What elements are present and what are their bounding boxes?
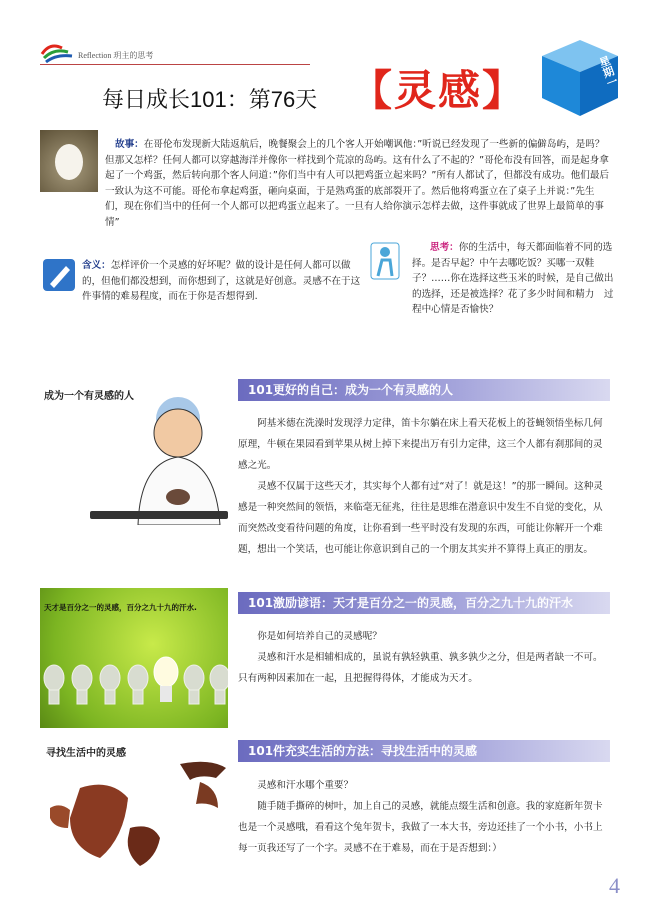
lightbulb-image bbox=[40, 588, 228, 728]
story-block bbox=[105, 137, 610, 230]
section2-paragraph: 你是如何培养自己的灵感呢？ bbox=[257, 631, 382, 642]
weekday-label: 星期一 bbox=[596, 54, 620, 90]
meaning-label: 含义： bbox=[82, 260, 111, 271]
section1-body bbox=[238, 413, 612, 560]
desk-shape bbox=[90, 511, 228, 519]
pencil-icon bbox=[42, 258, 76, 292]
thinker-icon bbox=[370, 242, 400, 280]
page-number: 4 bbox=[609, 873, 620, 898]
think-text: 你的生活中，每天都面临着不同的选择。是否早起？中午去哪吃饭？买哪一双鞋子？……你在选择这些玉米的时候，是自己做出的选择，还是被选择？花了多少时间和精力 过程中心情是否愉快？ bbox=[412, 242, 614, 315]
leaf-card-image bbox=[40, 738, 230, 888]
header-divider bbox=[40, 64, 310, 65]
leaf-card-caption: 寻找生活中的灵感 bbox=[46, 748, 126, 759]
story-label: 故事： bbox=[115, 139, 144, 150]
section2-paragraph: 灵感和汗水是相辅相成的，虽说有孰轻孰重、孰多孰少之分，但是两者缺一不可。只有两种因素加在一起，且把握得得体，才能成为天才。 bbox=[238, 652, 603, 684]
section3-paragraph: 灵感和汗水哪个重要？ bbox=[257, 780, 354, 791]
story-text: 在哥伦布发现新大陆返航后，晚餐聚会上的几个客人开始嘲讽他：”听说已经发现了一些新的偏僻岛屿，是吗？但那又怎样？任何人都可以穿越海洋并像你一样找到个荒凉的岛屿。这有什么了不起的？”哥伦布没有回答，而是起身拿起了一个鸡蛋，然后转向那个客人问道：”你们当中有人可以把鸡蛋立起来吗？”所有人都试了，但都没有成功。他们最后一致认为这不可能。哥伦布拿起鸡蛋，砸向桌面，于是熟鸡蛋的底部裂开了。然后他将鸡蛋立在了桌子上并说：”先生们，现在你们当中的任何一个人都可以把鸡蛋立起来了。一旦有人给你演示怎样去做，这件事就成了世界上最简单的事情” bbox=[105, 139, 610, 228]
section1-title: 101更好的自己：成为一个有灵感的人 bbox=[238, 379, 610, 401]
logo-icon bbox=[40, 40, 74, 64]
section3-title: 101件充实生活的方法：寻找生活中的灵感 bbox=[238, 740, 610, 762]
section2-body bbox=[238, 626, 612, 689]
meaning-block bbox=[82, 258, 364, 305]
page-title: 每日成长101：第76天 bbox=[102, 87, 318, 112]
lightbulb-caption: 天才是百分之一的灵感，百分之九十九的汗水. bbox=[44, 603, 197, 612]
section2-title: 101激励谚语：天才是百分之一的灵感，百分之九十九的汗水 bbox=[238, 592, 610, 614]
section3-body bbox=[238, 775, 612, 859]
section1-paragraph: 灵感不仅属于这些天才，其实每个人都有过“对了！就是这！”的那一瞬间。这种灵感是一种突然间的领悟，来临毫无征兆，往往是思维在潜意识中发生不自觉的变化，从而突然改变看待问题的角度，让你看到一些平时没有发现的东西，可能让你解开一个难题，想出一个笑话，也可能让你意识到自己的一个朋友其实并不算得上真正的朋友。 bbox=[238, 481, 603, 555]
logo-text: Reflection 玥主的思考 bbox=[78, 51, 154, 60]
egg-image bbox=[40, 130, 98, 192]
theme-title: 【灵感】 bbox=[350, 66, 527, 115]
meaning-text: 怎样评价一个灵感的好坏呢？做的设计是任何人都可以做的，但他们都没想到，而你想到了，这就是好创意。灵感不在于这件事情的难易程度，而在于你是否想得到. bbox=[82, 260, 361, 302]
section3-paragraph: 随手随手撕碎的树叶，加上自己的灵感，就能点缀生活和创意。我的家庭新年贺卡也是一个灵感哦，看看这个兔年贺卡，我做了一本大书，旁边还挂了一个小书，小书上每一页我还写了一个字。灵感不在于难易，而在于是否想到：） bbox=[238, 801, 603, 854]
cartoon-image bbox=[40, 375, 228, 525]
cartoon-caption: 成为一个有灵感的人 bbox=[44, 391, 134, 402]
think-block bbox=[412, 240, 614, 318]
think-label: 思考： bbox=[430, 242, 459, 253]
weekday-cube-icon bbox=[538, 36, 622, 120]
section1-paragraph: 阿基米德在洗澡时发现浮力定律，笛卡尔躺在床上看天花板上的苍蝇领悟坐标几何原理，牛顿在果园看到苹果从树上掉下来提出万有引力定律，这三个人都有刹那间的灵感之光。 bbox=[238, 418, 603, 471]
